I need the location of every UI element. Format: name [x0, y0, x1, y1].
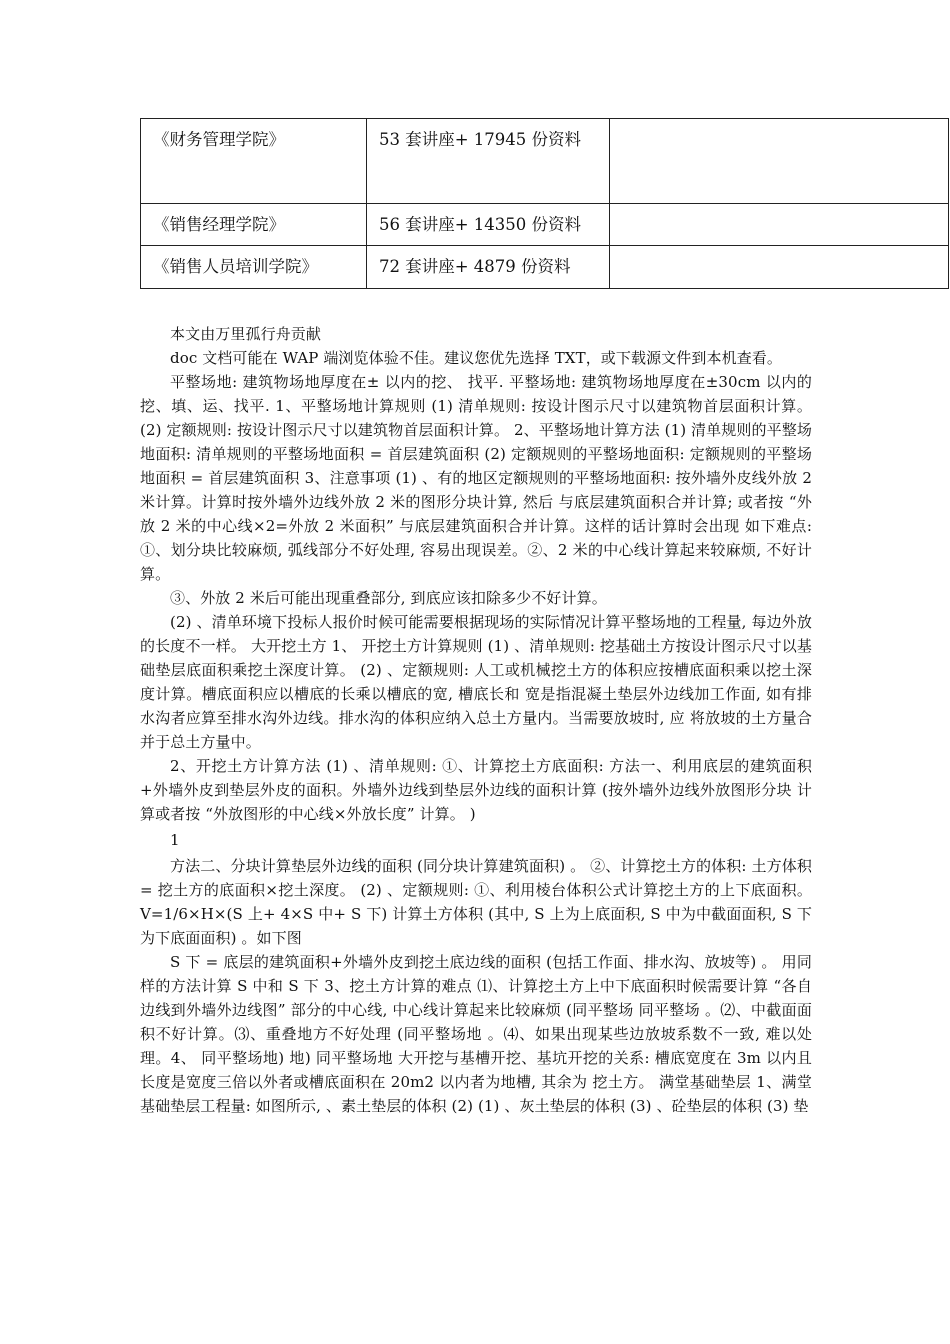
table-cell-desc: [367, 204, 610, 246]
academy-desc: 53 套讲座+ 17945 份资料: [379, 130, 582, 149]
table-row: [141, 246, 949, 289]
page-number: 1: [170, 831, 180, 849]
table-row: [141, 119, 949, 204]
academy-name: 《财务管理学院》: [153, 130, 285, 149]
paragraph: 平整场地: 建筑物场地厚度在± 以内的挖、 找平. 平整场地: 建筑物场地厚度在±30cm 以内的挖、填、运、找平. 1、平整场地计算规则 (1) 清单规则: 按设计图示尺寸以建筑物首层面积计算。 (2) 定额规则: 按设计图示尺寸以建筑物首层面积计算。 2、平整场地计算方法 (1) 清单规则的平整场地面积: 清单规则的平整场地面积 = 首层建筑面积 (2) 定额规则的平整场地面积: 定额规则的平整场地面积 = 首层建筑面积 3、注意事项 (1) 、有的地区定额规则的平整场地面积: 按外墙外皮线外放 2 米计算。计算时按外墙外边线外放 2 米的图形分块计算, 然后 与底层建筑面积合并计算; 或者按 “外放 2 米的中心线×2=外放 2 米面积” 与底层建筑面积合并计算。这样的话计算时会出现 如下难点: ①、划分块比较麻烦, 弧线部分不好处理, 容易出现误差。②、2 米的中心线计算起来较麻烦, 不好计算。: [140, 373, 812, 583]
academy-desc: 56 套讲座+ 14350 份资料: [379, 215, 582, 234]
table-row: [141, 204, 949, 246]
academy-desc: 72 套讲座+ 4879 份资料: [379, 257, 571, 276]
table-cell-name: [141, 246, 367, 289]
table-cell-empty: [610, 246, 949, 289]
catalog-table: [140, 118, 949, 289]
paragraph: 2、开挖土方计算方法 (1) 、清单规则: ①、计算挖土方底面积: 方法一、利用底层的建筑面积+外墙外皮到垫层外皮的面积。外墙外边线到垫层外边线的面积计算 (按外墙外边线外放图形分块 计算或者按 “外放图形的中心线×外放长度” 计算。 ): [140, 757, 812, 823]
table-cell-empty: [610, 119, 949, 204]
academy-name: 《销售经理学院》: [153, 215, 285, 234]
table-cell-name: [141, 119, 367, 204]
paragraph: (2) 、清单环境下投标人报价时候可能需要根据现场的实际情况计算平整场地的工程量, 每边外放的长度不一样。 大开挖土方 1、 开挖土方计算规则 (1) 、清单规则: 挖基础土方按设计图示尺寸以基础垫层底面积乘挖土深度计算。 (2) 、定额规则: 人工或机械挖土方的体积应按槽底面积乘以挖土深度计算。槽底面积应以槽底的长乘以槽底的宽, 槽底长和 宽是指混凝土垫层外边线加工作面, 如有排水沟者应算至排水沟外边线。排水沟的体积应纳入总土方量内。当需要放坡时, 应 将放坡的土方量合并于总土方量中。: [140, 613, 812, 751]
academy-name: 《销售人员培训学院》: [153, 257, 318, 276]
table-cell-name: [141, 204, 367, 246]
table-cell-empty: [610, 204, 949, 246]
format-notice: doc 文档可能在 WAP 端浏览体验不佳。建议您优先选择 TXT，或下载源文件到本机查看。: [170, 349, 782, 367]
contributor-line: 本文由万里孤行舟贡献: [170, 325, 322, 343]
paragraph: ③、外放 2 米后可能出现重叠部分, 到底应该扣除多少不好计算。: [170, 589, 607, 607]
paragraph: S 下 = 底层的建筑面积+外墙外皮到挖土底边线的面积 (包括工作面、排水沟、放坡等) 。 用同样的方法计算 S 中和 S 下 3、挖土方计算的难点 ⑴、计算挖土方上中下底面积时候需要计算 “各自边线到外墙外边线图” 部分的中心线, 中心线计算起来比较麻烦 (同平整场 同平整场 。⑵、中截面面积不好计算。⑶、重叠地方不好处理 (同平整场地 。⑷、如果出现某些边放坡系数不一致, 难以处理。4、 同平整场地) 地) 同平整场地 大开挖与基槽开挖、基坑开挖的关系: 槽底宽度在 3m 以内且长度是宽度三倍以外者或槽底面积在 20m2 以内者为地槽, 其余为 挖土方。 满堂基础垫层 1、满堂基础垫层工程量: 如图所示, 、素土垫层的体积 (2) (1) 、灰土垫层的体积 (3) 、砼垫层的体积 (3) 垫: [140, 953, 812, 1115]
article-body: [140, 322, 812, 1118]
table-cell-desc: [367, 246, 610, 289]
paragraph: 方法二、分块计算垫层外边线的面积 (同分块计算建筑面积) 。 ②、计算挖土方的体积: 土方体积 = 挖土方的底面积×挖土深度。 (2) 、定额规则: ①、利用棱台体积公式计算挖土方的上下底面积。 V=1/6×H×(S 上+ 4×S 中+ S 下) 计算土方体积 (其中, S 上为上底面积, S 中为中截面面积, S 下为下底面面积) 。如下图: [140, 857, 812, 947]
table-cell-desc: [367, 119, 610, 204]
